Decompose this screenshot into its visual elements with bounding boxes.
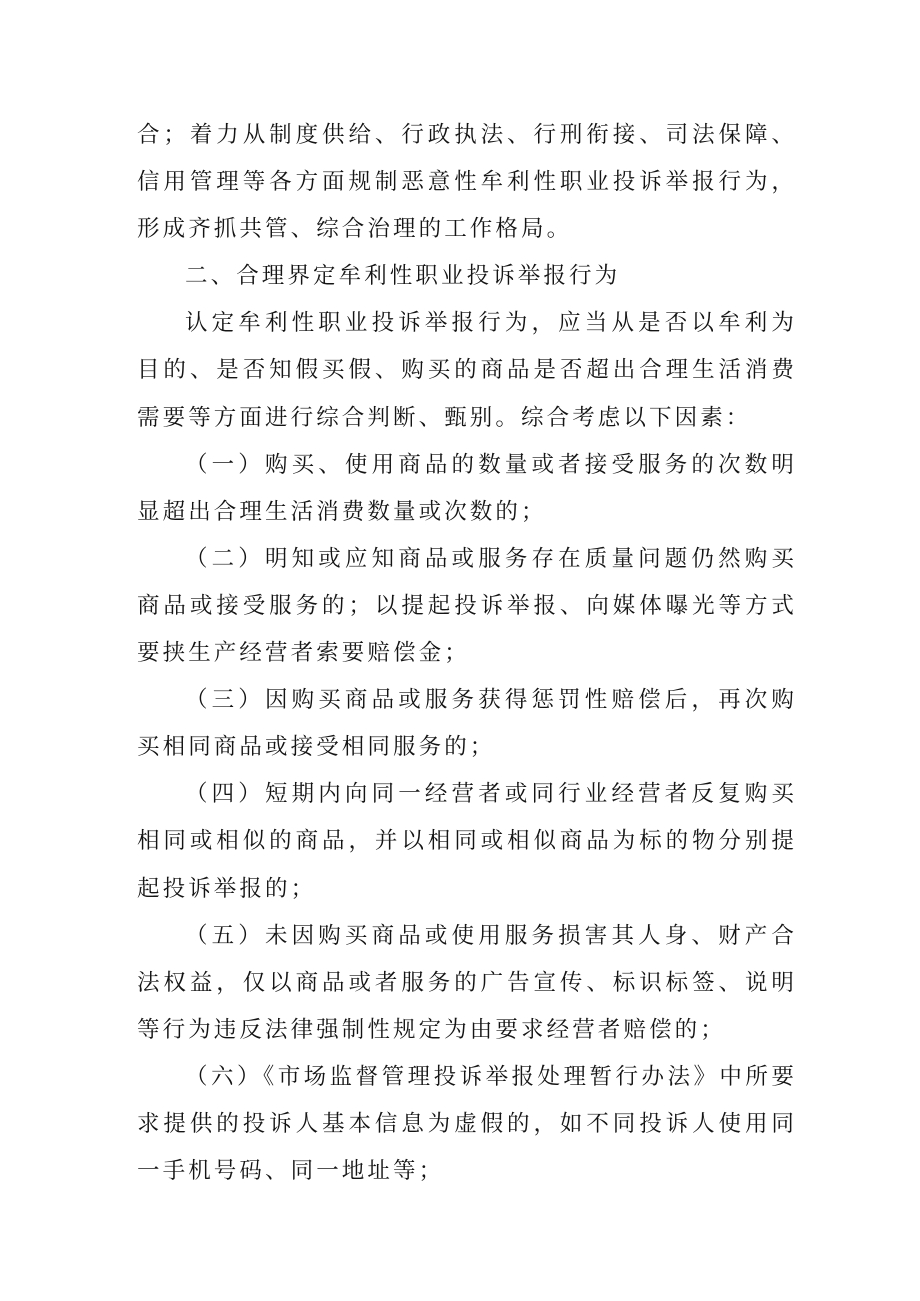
paragraph-continuation: 合；着力从制度供给、行政执法、行刑衔接、司法保障、信用管理等各方面规制恶意性牟利性职业投诉举报行为，形成齐抓共管、综合治理的工作格局。 [137, 122, 797, 243]
paragraph-intro: 认定牟利性职业投诉举报行为，应当从是否以牟利为目的、是否知假买假、购买的商品是否超出合理生活消费需要等方面进行综合判断、甄别。综合考虑以下因素： [137, 310, 797, 431]
list-item-5: （五）未因购买商品或使用服务损害其人身、财产合法权益，仅以商品或者服务的广告宣传、标识标签、说明等行为违反法律强制性规定为由要求经营者赔偿的； [137, 922, 797, 1043]
list-item-3: （三）因购买商品或服务获得惩罚性赔偿后，再次购买相同商品或接受相同服务的； [137, 687, 797, 761]
list-item-4: （四）短期内向同一经营者或同行业经营者反复购买相同或相似的商品，并以相同或相似商品为标的物分别提起投诉举报的； [137, 781, 797, 902]
section-heading: 二、合理界定牟利性职业投诉举报行为 [185, 263, 621, 290]
list-item-2: （二）明知或应知商品或服务存在质量问题仍然购买商品或接受服务的；以提起投诉举报、向媒体曝光等方式要挟生产经营者索要赔偿金； [137, 545, 797, 667]
list-item-6: （六）《市场监督管理投诉举报处理暂行办法》中所要求提供的投诉人基本信息为虚假的，如不同投诉人使用同一手机号码、同一地址等； [137, 1063, 797, 1185]
document-body [137, 112, 797, 1195]
list-item-1: （一）购买、使用商品的数量或者接受服务的次数明显超出合理生活消费数量或次数的； [137, 451, 797, 525]
